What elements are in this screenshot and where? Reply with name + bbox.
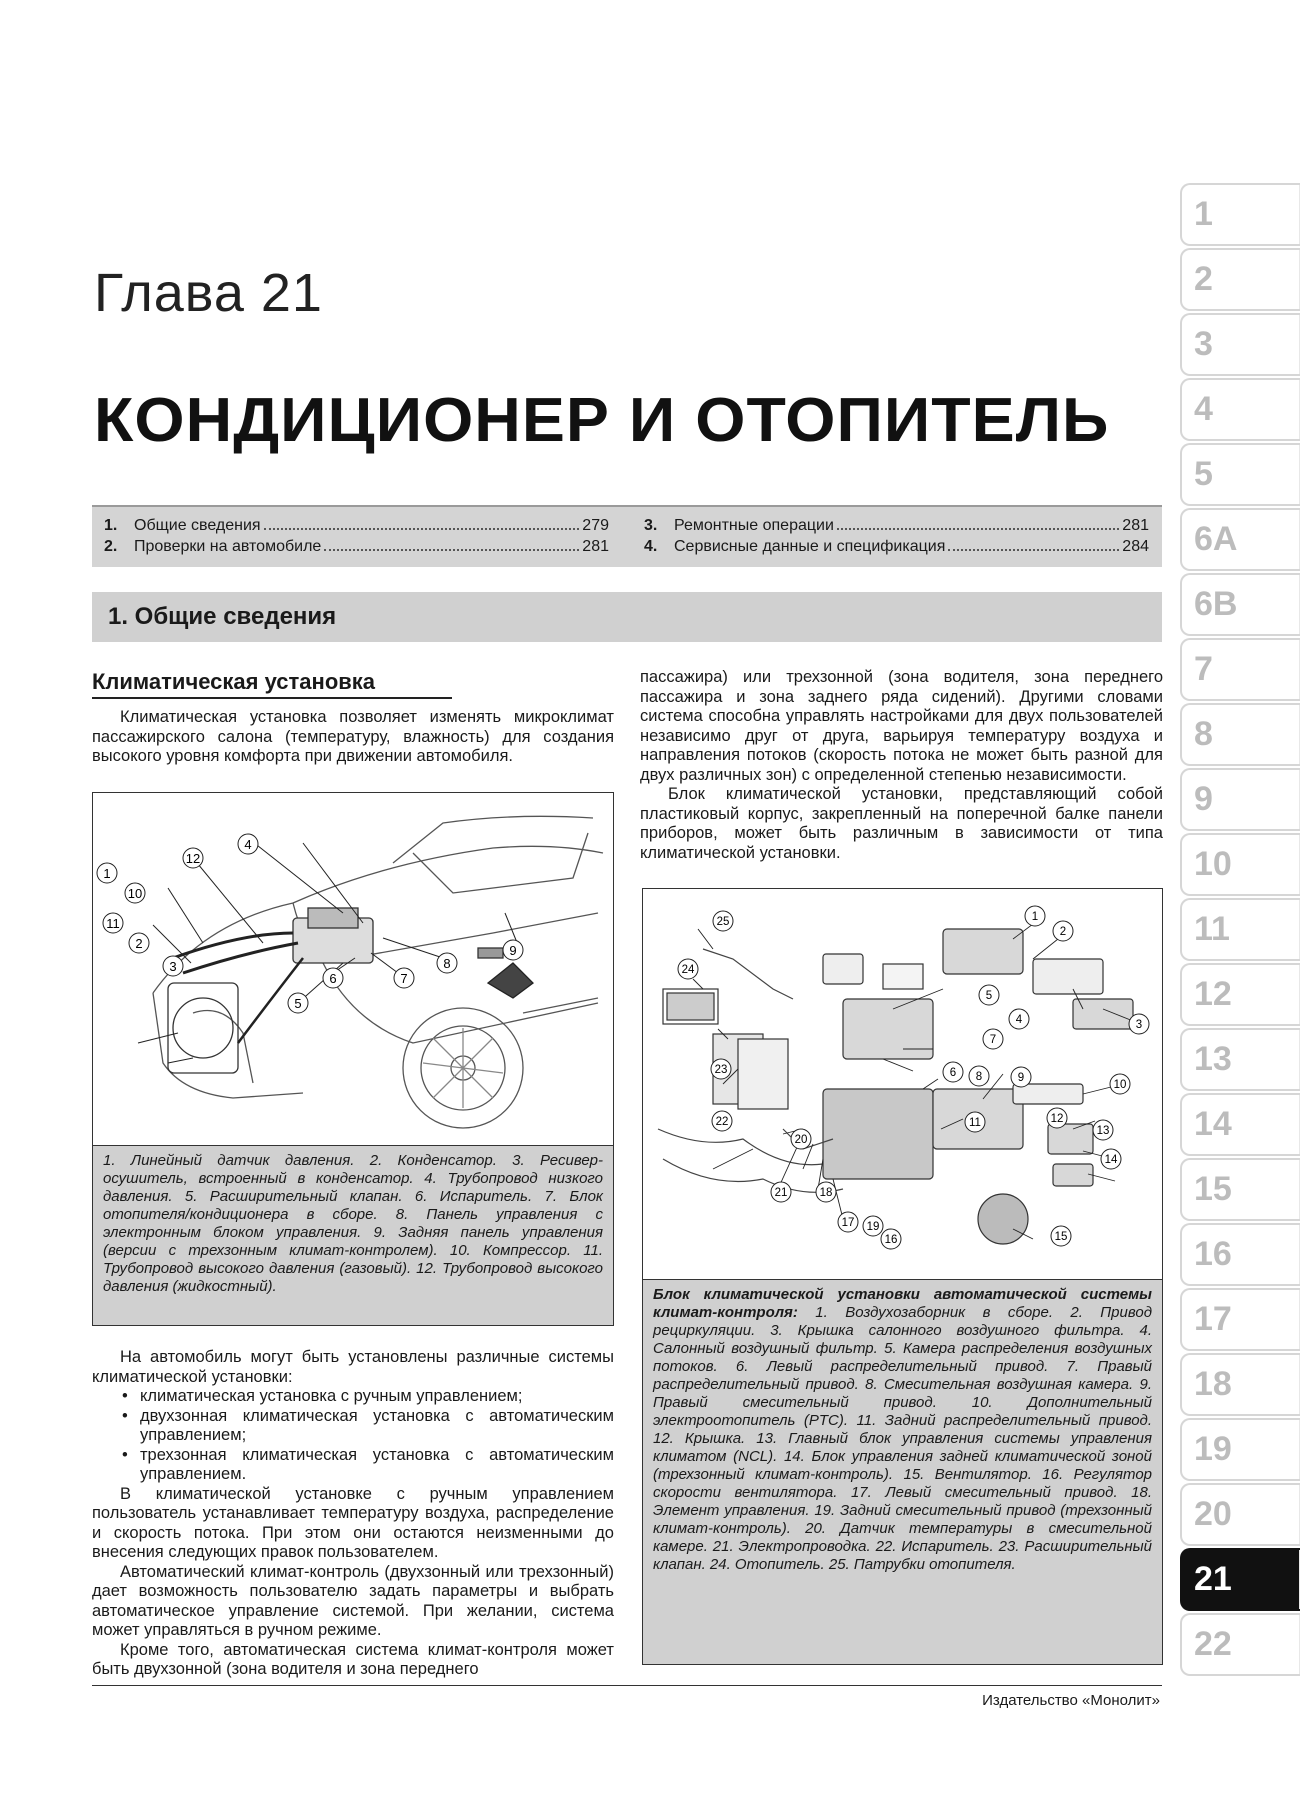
hvac-diagram [643, 889, 1161, 1278]
svg-text:16: 16 [884, 1234, 898, 1246]
svg-text:2: 2 [1059, 926, 1067, 938]
tab-chapter-4[interactable]: 4 [1180, 378, 1300, 441]
tab-chapter-1[interactable]: 1 [1180, 183, 1300, 246]
chapter-title: КОНДИЦИОНЕР И ОТОПИТЕЛЬ [94, 386, 1110, 455]
tab-chapter-21[interactable]: 21 [1180, 1548, 1300, 1611]
svg-text:20: 20 [794, 1134, 808, 1146]
svg-text:7: 7 [400, 971, 408, 986]
list-item: • двухзонная климатическая установка с автоматическим управлением; [92, 1407, 614, 1446]
callout [103, 913, 123, 933]
callout [791, 1129, 811, 1149]
tab-chapter-12[interactable]: 12 [1180, 963, 1300, 1026]
list-item: • климатическая установка с ручным управлением; [92, 1387, 614, 1407]
callout [771, 1182, 791, 1202]
car-diagram [93, 793, 612, 1144]
svg-text:22: 22 [715, 1116, 729, 1128]
tab-chapter-2[interactable]: 2 [1180, 248, 1300, 311]
chapter-tabs [1180, 183, 1300, 1678]
section-heading: 1. Общие сведения [92, 592, 1162, 642]
callout [863, 1216, 883, 1236]
svg-text:1: 1 [1031, 911, 1039, 923]
right-column-body [640, 668, 1163, 863]
svg-text:12: 12 [1050, 1113, 1064, 1125]
caption-title: Блок климатической установки автоматической системы климат-контроля: [653, 1286, 1152, 1321]
list-item: • трехзонная климатическая установка с автоматическим управлением. [92, 1446, 614, 1485]
tab-chapter-8[interactable]: 8 [1180, 703, 1300, 766]
toc-item[interactable]: 3. Ремонтные операции 281 [644, 517, 1149, 534]
chapter-number: Глава 21 [94, 263, 323, 323]
paragraph: Кроме того, автоматическая система климат-контроля может быть двухзонной (зона водителя и зона переднего [92, 1640, 614, 1678]
callout [163, 956, 183, 976]
tab-chapter-6b[interactable]: 6B [1180, 573, 1300, 636]
tab-chapter-16[interactable]: 16 [1180, 1223, 1300, 1286]
svg-text:5: 5 [294, 996, 302, 1011]
paragraph: В климатической установке с ручным управлением пользователь устанавливает температуру воздуха, распределение и скорость потока. При этом они остаются неизменными до внесения следующих правок пользователем. [92, 1484, 614, 1561]
svg-text:25: 25 [716, 916, 730, 928]
svg-text:11: 11 [106, 916, 120, 931]
subsection-heading: Климатическая установка [92, 669, 452, 699]
callout [678, 959, 698, 979]
callout [1011, 1067, 1031, 1087]
callout [129, 933, 149, 953]
paragraph: пассажира) или трехзонной (зона водителя, зона переднего пассажира и зона заднего ряда сидений). Другими словами система способна управлять настройками для двух пользователей независимо друг от друга, варьируя температуру воздуха и направления потоков (скорость потока не может быть разной для двух различных зон) с определенной степенью независимости. [640, 668, 1163, 784]
svg-text:8: 8 [443, 956, 451, 971]
svg-text:6: 6 [329, 971, 337, 986]
callout [394, 968, 414, 988]
svg-text:8: 8 [975, 1071, 983, 1083]
left-column-intro [92, 708, 614, 767]
paragraph: На автомобиль могут быть установлены различные системы климатической установки: [92, 1348, 614, 1386]
callout [979, 985, 999, 1005]
publisher: Издательство «Монолит» [982, 1692, 1160, 1709]
tab-chapter-18[interactable]: 18 [1180, 1353, 1300, 1416]
tab-chapter-13[interactable]: 13 [1180, 1028, 1300, 1091]
paragraph: Автоматический климат-контроль (двухзонный или трехзонный) дает возможность пользователю задать параметры и выбрать автоматическое управление системой. При желании, система может управляться в ручном режиме. [92, 1562, 614, 1639]
tab-chapter-5[interactable]: 5 [1180, 443, 1300, 506]
svg-text:12: 12 [185, 851, 201, 866]
callout [183, 848, 203, 868]
left-column-body [92, 1348, 614, 1680]
tab-chapter-10[interactable]: 10 [1180, 833, 1300, 896]
svg-text:7: 7 [989, 1034, 997, 1046]
svg-text:19: 19 [866, 1221, 880, 1233]
svg-text:21: 21 [774, 1187, 788, 1199]
svg-text:18: 18 [819, 1187, 833, 1199]
toc-item[interactable]: 4. Сервисные данные и спецификация 284 [644, 538, 1149, 555]
tab-chapter-11[interactable]: 11 [1180, 898, 1300, 961]
svg-text:4: 4 [1015, 1014, 1023, 1026]
tab-chapter-20[interactable]: 20 [1180, 1483, 1300, 1546]
tab-chapter-15[interactable]: 15 [1180, 1158, 1300, 1221]
callout [1093, 1120, 1113, 1140]
callout [969, 1066, 989, 1086]
tab-chapter-17[interactable]: 17 [1180, 1288, 1300, 1351]
svg-text:3: 3 [169, 959, 177, 974]
svg-text:2: 2 [135, 936, 143, 951]
callout [816, 1182, 836, 1202]
svg-text:10: 10 [1113, 1079, 1127, 1091]
svg-text:4: 4 [244, 837, 252, 852]
tab-chapter-14[interactable]: 14 [1180, 1093, 1300, 1156]
svg-text:13: 13 [1096, 1125, 1110, 1137]
toc-item[interactable]: 1. Общие сведения 279 [104, 517, 609, 534]
callout [943, 1062, 963, 1082]
table-of-contents [92, 505, 1162, 567]
svg-text:1: 1 [103, 866, 111, 881]
callout [1025, 906, 1045, 926]
callout [1110, 1074, 1130, 1094]
svg-text:10: 10 [127, 886, 143, 901]
callout [1129, 1014, 1149, 1034]
paragraph: Блок климатической установки, представляющий собой пластиковый корпус, закрепленный на поперечной балке панели приборов, может быть различным в зависимости от типа климатической установки. [640, 785, 1163, 862]
callout [1051, 1226, 1071, 1246]
svg-text:3: 3 [1135, 1019, 1143, 1031]
callout [711, 1059, 731, 1079]
tab-chapter-22[interactable]: 22 [1180, 1613, 1300, 1676]
callout [713, 911, 733, 931]
svg-text:23: 23 [714, 1064, 728, 1076]
tab-chapter-19[interactable]: 19 [1180, 1418, 1300, 1481]
svg-text:14: 14 [1104, 1154, 1118, 1166]
callout [125, 883, 145, 903]
callout [1047, 1108, 1067, 1128]
svg-text:17: 17 [841, 1217, 855, 1229]
callout [238, 834, 258, 854]
callout [881, 1229, 901, 1249]
tab-chapter-7[interactable]: 7 [1180, 638, 1300, 701]
svg-text:5: 5 [985, 990, 993, 1002]
footer-rule [92, 1685, 1162, 1686]
callout [838, 1212, 858, 1232]
paragraph: Климатическая установка позволяет изменять микроклимат пассажирского салона (температуру, влажность) для создания высокого уровня комфорта при движении автомобиля. [92, 708, 614, 765]
tab-chapter-9[interactable]: 9 [1180, 768, 1300, 831]
figure1-caption: 1. Линейный датчик давления. 2. Конденсатор. 3. Ресивер-осушитель, встроенный в конденсатор. 4. Трубопровод низкого давления. 5. Расширительный клапан. 6. Испаритель. 7. Блок отопителя/кондиционера в сборе. 8. Панель управления с электронным блоком управления. 9. Задняя панель управления (версии с трехзонным климат-контролем). 10. Компрессор. 11. Трубопровод высокого давления (газовый). 12. Трубопровод высокого давления (жидкостный). [92, 1146, 614, 1326]
svg-text:9: 9 [1017, 1072, 1025, 1084]
figure-car-climate-layout [92, 792, 614, 1146]
callout [1053, 921, 1073, 941]
tab-chapter-3[interactable]: 3 [1180, 313, 1300, 376]
callout [503, 940, 523, 960]
tab-chapter-6a[interactable]: 6A [1180, 508, 1300, 571]
svg-text:11: 11 [969, 1117, 981, 1129]
svg-text:9: 9 [509, 943, 517, 958]
caption-text: 1. Воздухозаборник в сборе. 2. Привод рециркуляции. 3. Крышка салонного воздушного фильтра. 4. Салонный воздушный фильтр. 5. Камера распределения воздушных потоков. 6. Левый распределительный привод. 7. Правый распределительный привод. 8. Смесительная воздушная камера. 9. Правый смесительный привод. 10. Дополнительный электроотопитель (PTC). 11. Задний распределительный привод. 12. Крышка. 13. Главный блок управления системы управления климатом (NCL). 14. Блок управления задней климатической зоной (трехзонный климат-контроль). 15. Вентилятор. 16. Регулятор скорости вентилятора. 17. Левый смесительный привод. 18. Элемент управления. 19. Задний смесительный привод (трехзонный климат-контроль). 20. Датчик температуры в смесительной камере. 21. Электропроводка. 22. Испаритель. 23. Расширительный клапан. 24. Отопитель. 25. Патрубки отопителя. [653, 1304, 1152, 1573]
svg-text:15: 15 [1054, 1231, 1068, 1243]
callout [288, 993, 308, 1013]
callout [437, 953, 457, 973]
figure2-caption [642, 1280, 1163, 1665]
toc-item[interactable]: 2. Проверки на автомобиле 281 [104, 538, 609, 555]
callout [1101, 1149, 1121, 1169]
svg-text:6: 6 [949, 1067, 957, 1079]
callout [983, 1029, 1003, 1049]
callout [323, 968, 343, 988]
svg-text:24: 24 [681, 964, 695, 976]
figure-hvac-unit-exploded [642, 888, 1163, 1280]
callout [965, 1112, 985, 1132]
callout [97, 863, 117, 883]
callout [1009, 1009, 1029, 1029]
callout [712, 1111, 732, 1131]
